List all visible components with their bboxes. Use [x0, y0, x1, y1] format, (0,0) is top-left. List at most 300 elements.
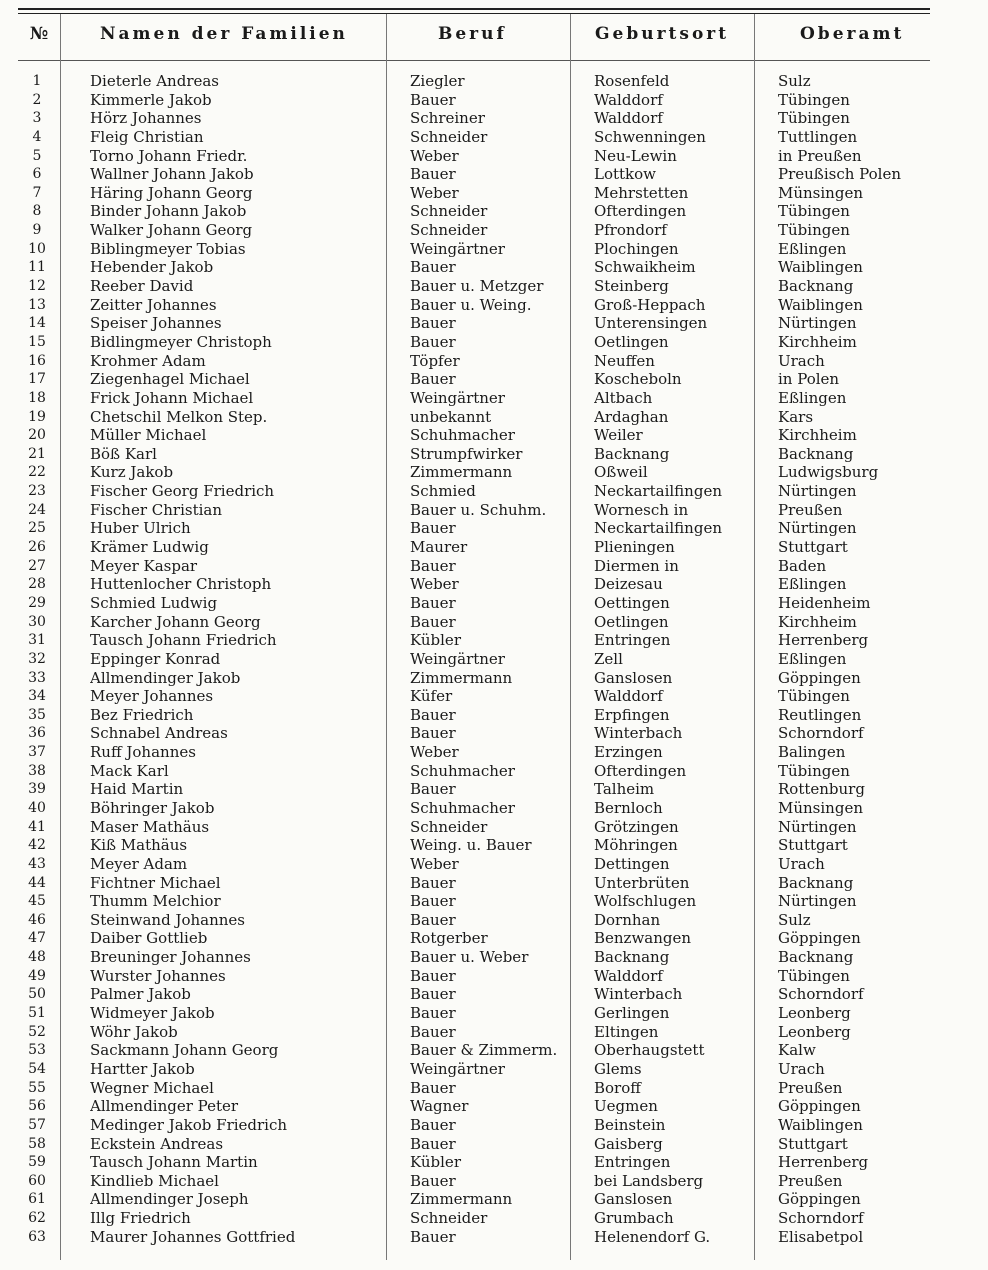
family-name: Speiser Johannes [90, 314, 222, 333]
birthplace: Walddorf [594, 966, 663, 985]
district: Stuttgart [778, 538, 848, 557]
district: Göppingen [778, 668, 861, 687]
district: Urach [778, 854, 825, 873]
occupation: unbekannt [410, 407, 492, 426]
family-name: Biblingmeyer Tobias [90, 239, 246, 258]
row-number: 39 [28, 781, 46, 798]
occupation: Weber [410, 146, 459, 165]
occupation: Schneider [410, 221, 488, 240]
family-name: Hartter Jakob [90, 1059, 195, 1078]
family-name: Binder Johann Jakob [90, 202, 247, 221]
occupation: Schuhmacher [410, 798, 515, 817]
family-name: Eppinger Konrad [90, 649, 221, 668]
birthplace: Weiler [594, 426, 643, 445]
family-name: Allmendinger Peter [90, 1097, 239, 1116]
row-number: 26 [28, 539, 46, 556]
table-row [0, 706, 988, 725]
occupation: Weingärtner [410, 388, 505, 407]
row-number: 29 [28, 594, 46, 611]
row-number: 47 [28, 930, 46, 947]
occupation: Zimmermann [410, 1190, 513, 1209]
family-name: Kimmerle Jakob [90, 90, 212, 109]
district: Leonberg [778, 1004, 851, 1023]
family-name: Breuninger Johannes [90, 948, 251, 967]
family-name: Müller Michael [90, 426, 207, 445]
row-number: 55 [28, 1079, 46, 1096]
row-number: 3 [32, 110, 42, 127]
birthplace: Unterensingen [594, 314, 708, 333]
row-number: 21 [28, 445, 46, 462]
table-row [0, 1079, 988, 1098]
occupation: Schneider [410, 127, 488, 146]
family-list [0, 72, 988, 1246]
occupation: Weber [410, 183, 459, 202]
birthplace: Winterbach [594, 985, 683, 1004]
birthplace: Deizesau [594, 575, 663, 594]
district: Göppingen [778, 1097, 861, 1116]
birthplace: Winterbach [594, 724, 683, 743]
table-row [0, 1190, 988, 1209]
occupation: Bauer [410, 332, 456, 351]
family-name: Zeitter Johannes [90, 295, 217, 314]
district: Tübingen [778, 221, 850, 240]
table-row [0, 1023, 988, 1042]
occupation: Bauer [410, 1078, 456, 1097]
row-number: 57 [28, 1116, 46, 1133]
table-row [0, 258, 988, 277]
table-row [0, 631, 988, 650]
row-number: 10 [28, 240, 46, 257]
district: Münsingen [778, 183, 863, 202]
family-name: Illg Friedrich [90, 1209, 191, 1228]
table-row [0, 165, 988, 184]
row-number: 15 [28, 333, 46, 350]
row-number: 52 [28, 1023, 46, 1040]
birthplace: Oßweil [594, 463, 648, 482]
district: in Polen [778, 370, 840, 389]
district: Kars [778, 407, 814, 426]
row-number: 50 [28, 986, 46, 1003]
table-row [0, 1041, 988, 1060]
family-name: Wallner Johann Jakob [90, 165, 254, 184]
occupation: Bauer [410, 314, 456, 333]
district: Backnang [778, 444, 854, 463]
family-name: Krohmer Adam [90, 351, 206, 370]
header-divider [18, 60, 930, 61]
table-row [0, 1116, 988, 1135]
family-name: Bez Friedrich [90, 705, 194, 724]
family-name: Fischer Georg Friedrich [90, 482, 275, 501]
district: Sulz [778, 72, 811, 90]
row-number: 20 [28, 427, 46, 444]
occupation: Bauer [410, 966, 456, 985]
birthplace: Neu-Lewin [594, 146, 677, 165]
occupation: Kübler [410, 631, 461, 650]
district: Heidenheim [778, 593, 871, 612]
district: Waiblingen [778, 1115, 863, 1134]
row-number: 4 [32, 128, 42, 145]
table-row [0, 1004, 988, 1023]
birthplace: Backnang [594, 948, 670, 967]
occupation: Bauer [410, 556, 456, 575]
district: Sulz [778, 910, 811, 929]
birthplace: Walddorf [594, 687, 663, 706]
birthplace: Schwenningen [594, 127, 706, 146]
birthplace: Dettingen [594, 854, 670, 873]
birthplace: Erpfingen [594, 705, 670, 724]
table-row [0, 128, 988, 147]
district: in Preußen [778, 146, 862, 165]
birthplace: Wolfschlugen [594, 892, 697, 911]
district: Ludwigsburg [778, 463, 879, 482]
family-name: Chetschil Melkon Step. [90, 407, 268, 426]
district: Münsingen [778, 798, 863, 817]
birthplace: Oberhaugstett [594, 1041, 705, 1060]
district: Nürtingen [778, 482, 857, 501]
row-number: 59 [28, 1154, 46, 1171]
top-double-rule [18, 8, 930, 10]
table-row [0, 501, 988, 520]
birthplace: Uegmen [594, 1097, 658, 1116]
district: Kirchheim [778, 332, 857, 351]
occupation: Bauer [410, 370, 456, 389]
table-row [0, 650, 988, 669]
family-name: Walker Johann Georg [90, 221, 253, 240]
table-row [0, 892, 988, 911]
row-number: 45 [28, 893, 46, 910]
row-number: 32 [28, 650, 46, 667]
birthplace: Grumbach [594, 1209, 674, 1228]
family-name: Krämer Ludwig [90, 538, 209, 557]
birthplace: Ardaghan [594, 407, 669, 426]
table-row [0, 352, 988, 371]
header-family-name: Namen der Familien [100, 24, 348, 44]
occupation: Bauer [410, 873, 456, 892]
district: Göppingen [778, 929, 861, 948]
row-number: 31 [28, 632, 46, 649]
row-number: 40 [28, 799, 46, 816]
row-number: 24 [28, 501, 46, 518]
family-name: Kiß Mathäus [90, 836, 188, 855]
family-name: Daiber Gottlieb [90, 929, 208, 948]
family-name: Dieterle Andreas [90, 72, 220, 90]
district: Preußen [778, 1078, 843, 1097]
row-number: 48 [28, 949, 46, 966]
occupation: Bauer [410, 1115, 456, 1134]
district: Preußen [778, 500, 843, 519]
row-number: 18 [28, 389, 46, 406]
occupation: Schneider [410, 1209, 488, 1228]
row-number: 14 [28, 315, 46, 332]
family-name: Bidlingmeyer Christoph [90, 332, 272, 351]
row-number: 2 [32, 91, 42, 108]
birthplace: Benzwangen [594, 929, 692, 948]
birthplace: Steinberg [594, 277, 669, 296]
occupation: Bauer [410, 612, 456, 631]
row-number: 51 [28, 1005, 46, 1022]
district: Schorndorf [778, 1209, 864, 1228]
table-row [0, 818, 988, 837]
birthplace: Gerlingen [594, 1004, 670, 1023]
occupation: Bauer [410, 985, 456, 1004]
table-row [0, 109, 988, 128]
family-name: Tausch Johann Friedrich [90, 631, 277, 650]
occupation: Bauer [410, 165, 456, 184]
row-number: 5 [32, 147, 42, 164]
family-name: Steinwand Johannes [90, 910, 245, 929]
district: Baden [778, 556, 827, 575]
birthplace: Glems [594, 1059, 642, 1078]
birthplace: Unterbrüten [594, 873, 690, 892]
occupation: Schuhmacher [410, 426, 515, 445]
birthplace: Neckartailfingen [594, 519, 722, 538]
row-number: 28 [28, 576, 46, 593]
family-name: Allmendinger Joseph [90, 1190, 249, 1209]
table-row [0, 669, 988, 688]
family-name: Meyer Johannes [90, 687, 214, 706]
row-number: 17 [28, 371, 46, 388]
table-row [0, 408, 988, 427]
row-number: 36 [28, 725, 46, 742]
occupation: Bauer [410, 258, 456, 277]
row-number: 58 [28, 1135, 46, 1152]
table-row [0, 967, 988, 986]
family-name: Frick Johann Michael [90, 388, 254, 407]
occupation: Weing. u. Bauer [410, 836, 532, 855]
family-name: Schmied Ludwig [90, 593, 218, 612]
district: Schorndorf [778, 724, 864, 743]
table-row [0, 1135, 988, 1154]
family-name: Häring Johann Georg [90, 183, 253, 202]
district: Kirchheim [778, 426, 857, 445]
family-name: Wegner Michael [90, 1078, 214, 1097]
family-name: Maser Mathäus [90, 817, 210, 836]
district: Waiblingen [778, 295, 863, 314]
district: Waiblingen [778, 258, 863, 277]
row-number: 62 [28, 1210, 46, 1227]
table-row [0, 463, 988, 482]
row-number: 23 [28, 483, 46, 500]
row-number: 34 [28, 688, 46, 705]
birthplace: Wornesch in [594, 500, 689, 519]
birthplace: Eltingen [594, 1022, 659, 1041]
table-row [0, 296, 988, 315]
district: Tuttlingen [778, 127, 858, 146]
table-row [0, 557, 988, 576]
birthplace: Walddorf [594, 109, 663, 128]
birthplace: Altbach [594, 388, 653, 407]
table-row [0, 613, 988, 632]
occupation: Weber [410, 743, 459, 762]
district: Eßlingen [778, 649, 847, 668]
header-number: № [29, 24, 49, 44]
occupation: Bauer [410, 1022, 456, 1041]
table-row [0, 1228, 988, 1247]
table-row [0, 91, 988, 110]
occupation: Schreiner [410, 109, 485, 128]
birthplace: Diermen in [594, 556, 679, 575]
birthplace: Walddorf [594, 90, 663, 109]
occupation: Schuhmacher [410, 761, 515, 780]
family-name: Meyer Kaspar [90, 556, 198, 575]
table-row [0, 855, 988, 874]
occupation: Strumpfwirker [410, 444, 523, 463]
birthplace: Entringen [594, 1153, 671, 1172]
table-row [0, 277, 988, 296]
district: Rottenburg [778, 780, 865, 799]
table-row [0, 1172, 988, 1191]
family-name: Karcher Johann Georg [90, 612, 261, 631]
birthplace: Helenendorf G. [594, 1227, 711, 1246]
district: Schorndorf [778, 985, 864, 1004]
occupation: Weingärtner [410, 239, 505, 258]
occupation: Bauer [410, 910, 456, 929]
table-row [0, 762, 988, 781]
table-row [0, 389, 988, 408]
row-number: 9 [32, 222, 42, 239]
birthplace: Lottkow [594, 165, 657, 184]
occupation: Töpfer [410, 351, 460, 370]
family-name: Hebender Jakob [90, 258, 214, 277]
family-name: Palmer Jakob [90, 985, 191, 1004]
district: Tübingen [778, 202, 850, 221]
occupation: Ziegler [410, 72, 465, 90]
row-number: 27 [28, 557, 46, 574]
row-number: 41 [28, 818, 46, 835]
row-number: 56 [28, 1098, 46, 1115]
occupation: Wagner [410, 1097, 469, 1116]
row-number: 44 [28, 874, 46, 891]
district: Elisabetpol [778, 1227, 864, 1246]
row-number: 49 [28, 967, 46, 984]
row-number: 33 [28, 669, 46, 686]
family-name: Fleig Christian [90, 127, 204, 146]
table-row [0, 72, 988, 91]
occupation: Bauer u. Metzger [410, 277, 544, 296]
birthplace: Gaisberg [594, 1134, 663, 1153]
table-row [0, 202, 988, 221]
occupation: Bauer u. Schuhm. [410, 500, 547, 519]
table-row [0, 482, 988, 501]
table-row [0, 445, 988, 464]
table-row [0, 1153, 988, 1172]
row-number: 6 [32, 166, 42, 183]
row-number: 53 [28, 1042, 46, 1059]
birthplace: Erzingen [594, 743, 663, 762]
birthplace: Oetlingen [594, 332, 669, 351]
birthplace: Grötzingen [594, 817, 679, 836]
occupation: Bauer [410, 593, 456, 612]
birthplace: Plochingen [594, 239, 679, 258]
row-number: 35 [28, 706, 46, 723]
occupation: Bauer u. Weing. [410, 295, 532, 314]
row-number: 61 [28, 1191, 46, 1208]
table-row [0, 1060, 988, 1079]
district: Nürtingen [778, 314, 857, 333]
table-row [0, 687, 988, 706]
occupation: Weber [410, 854, 459, 873]
occupation: Zimmermann [410, 463, 513, 482]
row-number: 54 [28, 1060, 46, 1077]
row-number: 11 [28, 259, 46, 276]
table-row [0, 184, 988, 203]
district: Nürtingen [778, 519, 857, 538]
birthplace: Ganslosen [594, 668, 673, 687]
birthplace: bei Landsberg [594, 1171, 704, 1190]
district: Urach [778, 351, 825, 370]
row-number: 43 [28, 855, 46, 872]
row-number: 38 [28, 762, 46, 779]
row-number: 60 [28, 1172, 46, 1189]
district: Eßlingen [778, 388, 847, 407]
birthplace: Pfrondorf [594, 221, 667, 240]
table-row [0, 743, 988, 762]
birthplace: Entringen [594, 631, 671, 650]
district: Nürtingen [778, 817, 857, 836]
row-number: 16 [28, 352, 46, 369]
table-row [0, 314, 988, 333]
district: Urach [778, 1059, 825, 1078]
occupation: Weber [410, 575, 459, 594]
row-number: 13 [28, 296, 46, 313]
row-number: 46 [28, 911, 46, 928]
occupation: Bauer & Zimmerm. [410, 1041, 558, 1060]
table-row [0, 426, 988, 445]
family-name: Reeber David [90, 277, 194, 296]
birthplace: Boroff [594, 1078, 641, 1097]
family-name: Huber Ulrich [90, 519, 191, 538]
district: Stuttgart [778, 1134, 848, 1153]
occupation: Weingärtner [410, 649, 505, 668]
family-name: Fischer Christian [90, 500, 223, 519]
district: Stuttgart [778, 836, 848, 855]
family-name: Maurer Johannes Gottfried [90, 1227, 296, 1246]
occupation: Bauer [410, 1134, 456, 1153]
table-row [0, 948, 988, 967]
birthplace: Neckartailfingen [594, 482, 722, 501]
district: Tübingen [778, 109, 850, 128]
family-name: Thumm Melchior [90, 892, 221, 911]
family-name: Allmendinger Jakob [90, 668, 241, 687]
occupation: Bauer [410, 90, 456, 109]
family-name: Haid Martin [90, 780, 184, 799]
occupation: Maurer [410, 538, 468, 557]
district: Tübingen [778, 90, 850, 109]
family-name: Sackmann Johann Georg [90, 1041, 279, 1060]
family-name: Huttenlocher Christoph [90, 575, 272, 594]
row-number: 8 [32, 203, 42, 220]
birthplace: Möhringen [594, 836, 678, 855]
family-name: Ruff Johannes [90, 743, 196, 762]
occupation: Bauer [410, 705, 456, 724]
district: Tübingen [778, 761, 850, 780]
district: Preußen [778, 1171, 843, 1190]
birthplace: Ofterdingen [594, 761, 687, 780]
birthplace: Beinstein [594, 1115, 666, 1134]
table-row [0, 724, 988, 743]
family-name: Kindlieb Michael [90, 1171, 219, 1190]
birthplace: Talheim [594, 780, 655, 799]
occupation: Rotgerber [410, 929, 488, 948]
family-name: Schnabel Andreas [90, 724, 228, 743]
birthplace: Dornhan [594, 910, 661, 929]
occupation: Bauer [410, 1227, 456, 1246]
district: Backnang [778, 948, 854, 967]
district: Tübingen [778, 687, 850, 706]
row-number: 25 [28, 520, 46, 537]
table-row [0, 911, 988, 930]
birthplace: Rosenfeld [594, 72, 670, 90]
